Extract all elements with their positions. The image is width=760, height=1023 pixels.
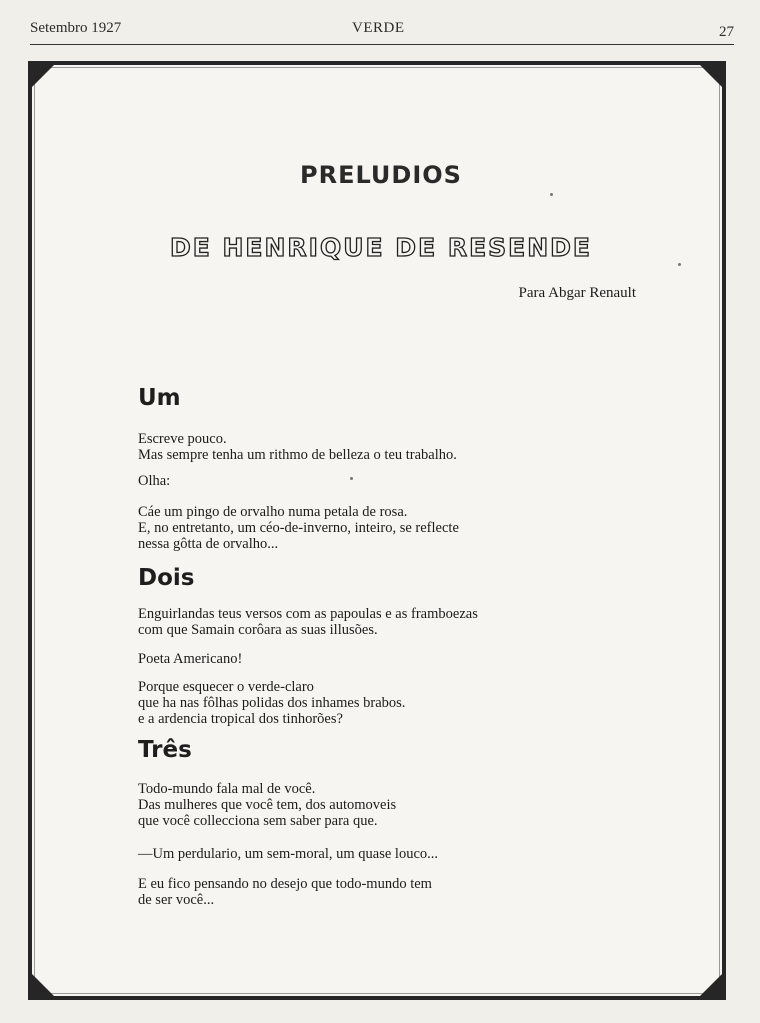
- poem-author: DE HENRIQUE DE RESENDE: [169, 233, 593, 262]
- poem-line: e a ardencia tropical dos tinhorões?: [138, 711, 343, 727]
- stanza: [138, 473, 170, 489]
- corner-ornament-icon: [700, 974, 722, 996]
- poem-line: de ser você...: [138, 892, 215, 908]
- poem-line: E, no entretanto, um céo-de-inverno, inteiro, se reflecte: [138, 520, 459, 536]
- poem-line: Poeta Americano!: [138, 651, 243, 667]
- poem-line: Cáe um pingo de orvalho numa petala de rosa.: [138, 504, 408, 520]
- ink-speck: [350, 477, 353, 480]
- corner-ornament-icon: [32, 65, 54, 87]
- page-header: [30, 18, 734, 45]
- stanza: [138, 846, 438, 862]
- poem-title: PRELUDIOS: [300, 161, 462, 189]
- poem-line: que você collecciona sem saber para que.: [138, 813, 378, 829]
- section-title-tres: Três: [138, 737, 192, 763]
- stanza: [138, 431, 457, 463]
- poem-line: nessa gôtta de orvalho...: [138, 536, 279, 552]
- poem-line: Mas sempre tenha um rithmo de belleza o teu trabalho.: [138, 447, 457, 463]
- poem-line: Enguirlandas teus versos com as papoulas e as framboezas: [138, 606, 478, 622]
- poem-line: com que Samain corôara as suas illusões.: [138, 622, 378, 638]
- section-title-dois: Dois: [138, 565, 195, 591]
- ink-speck: [678, 263, 681, 266]
- stanza: [138, 504, 459, 552]
- section-title-um: Um: [138, 385, 181, 411]
- poem-line: Todo-mundo fala mal de você.: [138, 781, 316, 797]
- poem-line: Escreve pouco.: [138, 431, 227, 447]
- corner-ornament-icon: [700, 65, 722, 87]
- dedication: Para Abgar Renault: [518, 285, 636, 301]
- stanza: [138, 651, 242, 667]
- stanza: [138, 781, 396, 829]
- poem-line: Olha:: [138, 473, 171, 489]
- poem-line: E eu fico pensando no desejo que todo-mundo tem: [138, 876, 432, 892]
- stanza: [138, 876, 432, 908]
- poem-line: —Um perdulario, um sem-moral, um quase louco...: [138, 846, 439, 862]
- poem-line: Porque esquecer o verde-claro: [138, 679, 314, 695]
- magazine-name: VERDE: [352, 20, 405, 36]
- corner-ornament-icon: [32, 974, 54, 996]
- ink-speck: [550, 193, 553, 196]
- poem-line: que ha nas fôlhas polidas dos inhames brabos.: [138, 695, 406, 711]
- poem-line: Das mulheres que você tem, dos automoveis: [138, 797, 397, 813]
- page-number: 27: [719, 24, 734, 40]
- poem-frame: [28, 61, 726, 1000]
- stanza: [138, 679, 405, 727]
- issue-date: Setembro 1927: [30, 20, 122, 36]
- stanza: [138, 606, 478, 638]
